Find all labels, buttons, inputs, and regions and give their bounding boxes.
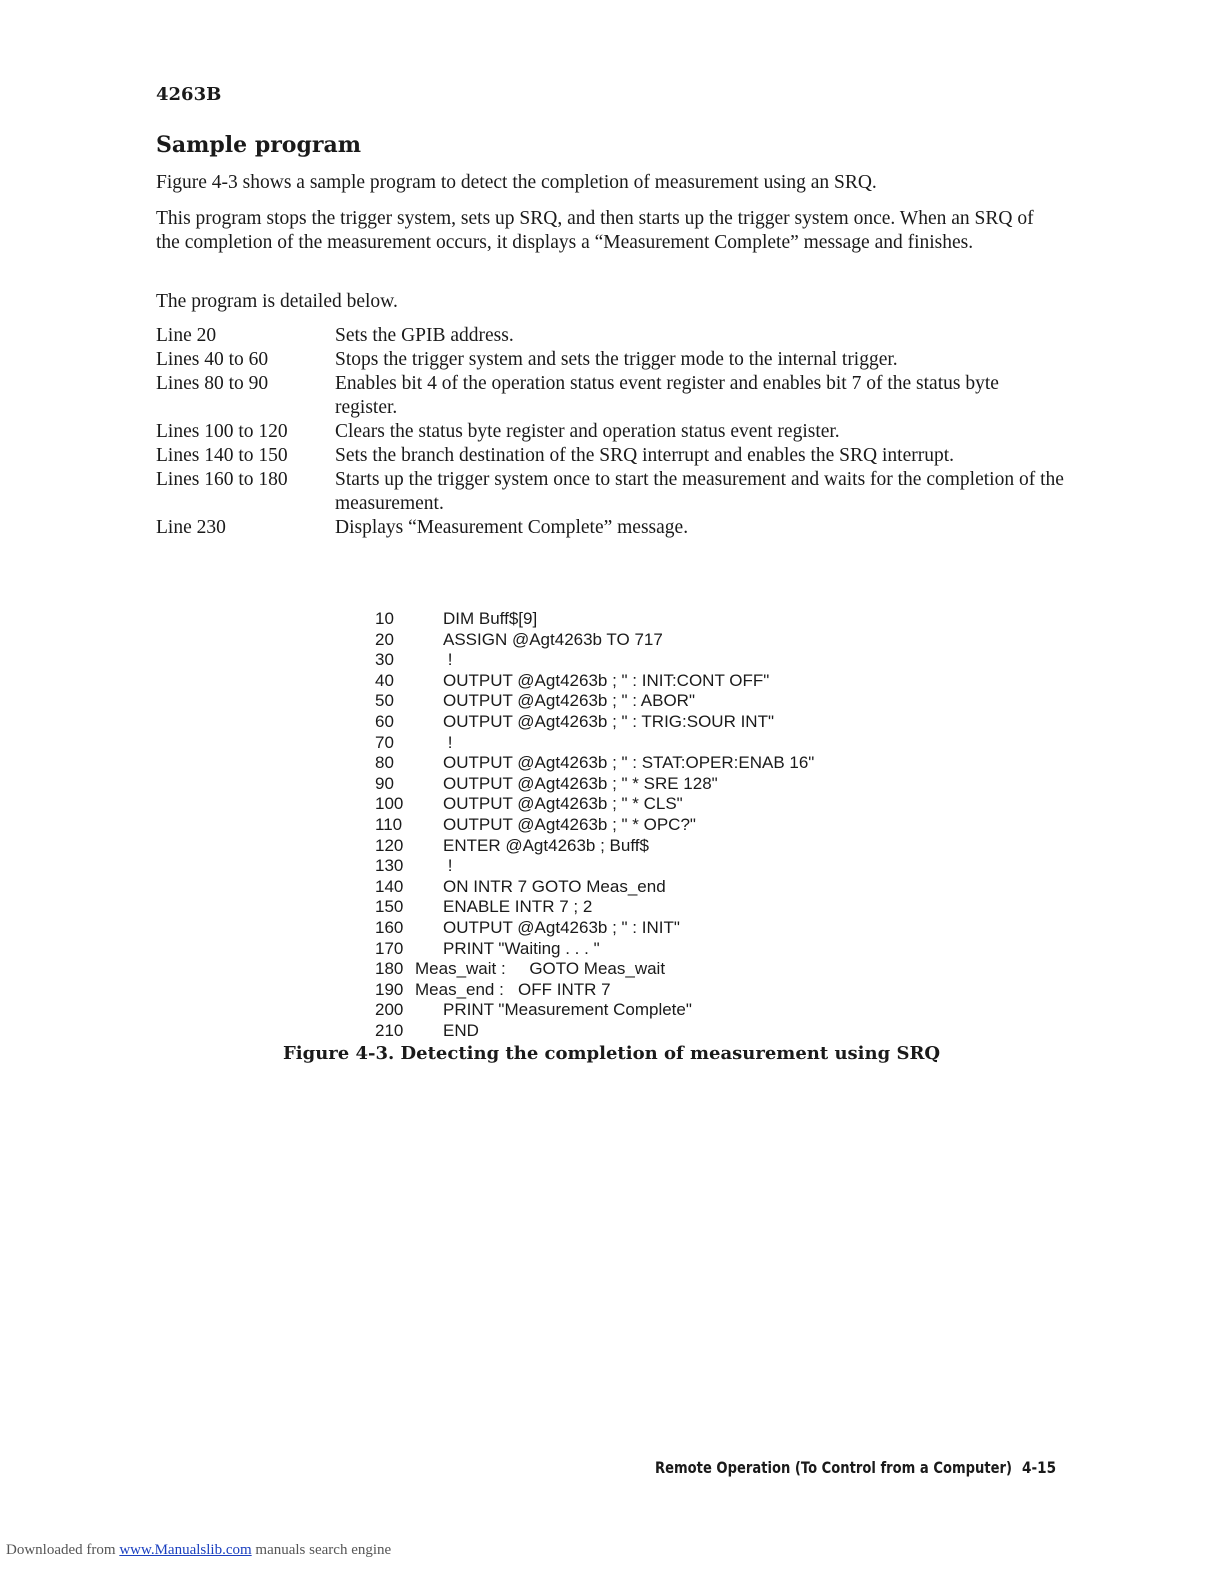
definition-description: Sets the branch destination of the SRQ interrupt and enables the SRQ interrupt. xyxy=(335,445,955,466)
code-line-number: 60 xyxy=(375,711,394,731)
code-line-number: 210 xyxy=(375,1020,404,1040)
watermark-prefix: Downloaded from xyxy=(6,1542,120,1558)
definition-row xyxy=(156,420,1066,444)
code-line-label-statement: Meas_end : OFF INTR 7 xyxy=(415,979,611,999)
code-line-statement: ON INTR 7 GOTO Meas_end xyxy=(443,876,666,896)
model-header: 4263B xyxy=(156,84,222,105)
manualslib-link[interactable]: www.Manualslib.com xyxy=(119,1542,252,1558)
definition-term: Lines 100 to 120 xyxy=(156,421,288,442)
code-line-statement: OUTPUT @Agt4263b ; " * CLS" xyxy=(443,794,683,814)
code-line-statement: ! xyxy=(443,732,453,752)
code-line-statement: OUTPUT @Agt4263b ; " : INIT" xyxy=(443,917,680,937)
code-line-number: 200 xyxy=(375,1000,404,1020)
definition-row xyxy=(156,324,1066,348)
code-line-number: 130 xyxy=(375,856,404,876)
code-line-statement: OUTPUT @Agt4263b ; " : STAT:OPER:ENAB 16" xyxy=(443,753,815,773)
definition-term: Lines 80 to 90 xyxy=(156,373,269,394)
code-line-number: 80 xyxy=(375,753,394,773)
code-line-number: 110 xyxy=(375,814,403,834)
definition-description: Sets the GPIB address. xyxy=(335,325,514,346)
code-line-number: 40 xyxy=(375,670,394,690)
code-line-number: 150 xyxy=(375,897,404,917)
download-watermark xyxy=(6,1542,391,1559)
code-line-number: 50 xyxy=(375,691,394,711)
figure-caption: Figure 4-3. Detecting the completion of measurement using SRQ xyxy=(283,1043,941,1064)
definition-row xyxy=(156,372,1066,420)
code-line-statement: ! xyxy=(443,650,453,670)
code-line-statement: END xyxy=(443,1020,479,1040)
code-line-statement: OUTPUT @Agt4263b ; " * SRE 128" xyxy=(443,773,718,793)
detail-intro-paragraph: The program is detailed below. xyxy=(156,291,398,312)
code-line-statement: DIM Buff$[9] xyxy=(443,609,538,628)
code-line-label-statement: Meas_wait : GOTO Meas_wait xyxy=(415,959,666,979)
line-description-list xyxy=(156,324,1066,540)
code-line-number: 160 xyxy=(375,917,404,937)
definition-description: Displays “Measurement Complete” message. xyxy=(335,517,689,538)
watermark-suffix: manuals search engine xyxy=(251,1542,392,1558)
definition-row xyxy=(156,348,1066,372)
definition-term: Lines 40 to 60 xyxy=(156,349,269,370)
code-line-statement: OUTPUT @Agt4263b ; " : ABOR" xyxy=(443,691,695,711)
definition-description: Stops the trigger system and sets the trigger mode to the internal trigger. xyxy=(335,349,898,370)
code-line-number: 140 xyxy=(375,876,404,896)
definition-row xyxy=(156,468,1066,516)
footer-chapter-title: Remote Operation (To Control from a Computer) xyxy=(655,1458,1013,1477)
definition-term: Lines 160 to 180 xyxy=(156,469,288,490)
definition-row xyxy=(156,444,1066,468)
code-line-statement: PRINT "Measurement Complete" xyxy=(443,1000,692,1020)
section-title: Sample program xyxy=(156,132,361,158)
code-line-number: 120 xyxy=(375,835,404,855)
code-line-number: 90 xyxy=(375,773,394,793)
code-line-statement: ENTER @Agt4263b ; Buff$ xyxy=(443,835,649,855)
definition-row xyxy=(156,516,1066,540)
code-line-statement: OUTPUT @Agt4263b ; " : TRIG:SOUR INT" xyxy=(443,711,775,731)
code-line-statement: OUTPUT @Agt4263b ; " * OPC?" xyxy=(443,814,696,834)
code-line-statement: OUTPUT @Agt4263b ; " : INIT:CONT OFF" xyxy=(443,670,770,690)
code-line-statement: ASSIGN @Agt4263b TO 717 xyxy=(443,629,663,649)
definition-term: Line 230 xyxy=(156,517,226,538)
code-line-statement: ENABLE INTR 7 ; 2 xyxy=(443,897,593,917)
code-line-number: 190 xyxy=(375,979,404,999)
code-line-number: 100 xyxy=(375,794,404,814)
code-line-number: 10 xyxy=(375,609,394,628)
definition-description: Enables bit 4 of the operation status event register and enables bit 7 of the status byte register. xyxy=(335,373,999,418)
code-line-number: 30 xyxy=(375,650,394,670)
code-line-statement: ! xyxy=(443,856,453,876)
code-line-statement: PRINT "Waiting . . . " xyxy=(443,938,600,958)
definition-term: Line 20 xyxy=(156,325,217,346)
intro-paragraph: Figure 4-3 shows a sample program to detect the completion of measurement using an SRQ. xyxy=(156,172,877,193)
code-line-number: 70 xyxy=(375,732,394,752)
definition-description: Clears the status byte register and operation status event register. xyxy=(335,421,840,442)
footer-page-number: 4-15 xyxy=(1022,1458,1057,1477)
code-line-number: 20 xyxy=(375,629,394,649)
definition-description: Starts up the trigger system once to start the measurement and waits for the completion of the measurement. xyxy=(335,469,1064,514)
code-line-number: 180 xyxy=(375,959,404,979)
description-paragraph: This program stops the trigger system, sets up SRQ, and then starts up the trigger system once. When an SRQ of the completion of the measurement occurs, it displays a “Measurement Complete” message and finishes. xyxy=(156,208,1034,253)
code-line-number: 170 xyxy=(375,938,404,958)
definition-term: Lines 140 to 150 xyxy=(156,445,288,466)
